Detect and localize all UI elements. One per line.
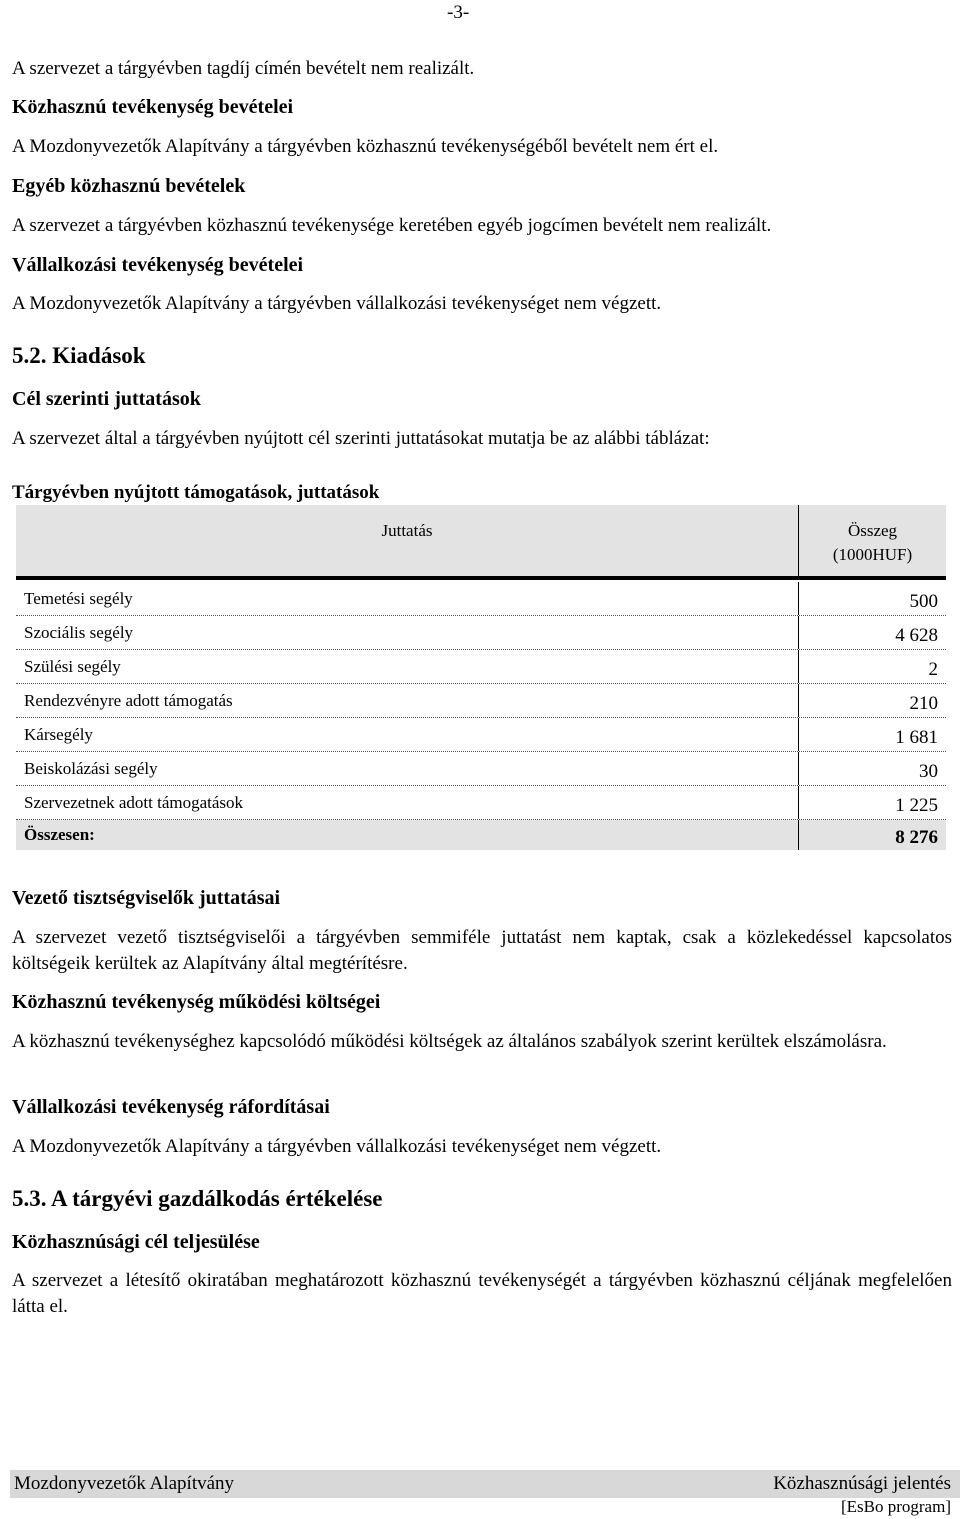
column-divider — [798, 650, 799, 683]
row-value: 210 — [909, 693, 938, 714]
total-label: Összesen: — [24, 825, 95, 844]
column-divider — [798, 616, 799, 649]
row-label: Beiskolázási segély — [24, 759, 158, 778]
page-footer — [10, 1470, 960, 1498]
table-row — [16, 616, 946, 650]
column-header-osszeg-unit: (1000HUF) — [832, 545, 913, 564]
heading-vallalkozasi-bevetelei: Vállalkozási tevékenység bevételei — [12, 254, 304, 276]
footer-report-title: Közhasznúsági jelentés — [773, 1473, 951, 1494]
column-header-juttatas: Juttatás — [381, 521, 433, 540]
heading-mukodesi-koltsegei: Közhasznú tevékenység működési költségei — [12, 991, 381, 1013]
page-number: -3- — [447, 2, 470, 23]
column-header-osszeg — [799, 519, 946, 567]
table-header — [16, 505, 946, 577]
table-row — [16, 718, 946, 752]
heading-raforditasai: Vállalkozási tevékenység ráfordításai — [12, 1096, 330, 1118]
footer-organization: Mozdonyvezetők Alapítvány — [14, 1473, 235, 1494]
footer-program: [EsBo program] — [840, 1497, 951, 1516]
heading-gazdalkodas-ertekelese: 5.3. A tárgyévi gazdálkodás értékelése — [12, 1186, 383, 1211]
table-row — [16, 752, 946, 786]
row-value: 30 — [919, 761, 938, 782]
table-row — [16, 684, 946, 718]
row-label: Temetési segély — [24, 589, 133, 608]
column-header-osszeg-label: Összeg — [847, 521, 898, 540]
table-row — [16, 582, 946, 616]
paragraph-cel-szerinti: A szervezet által a tárgyévben nyújtott cél szerinti juttatásokat mutatja be az alábbi táblázat: — [12, 428, 710, 449]
total-value: 8 276 — [895, 827, 938, 848]
table-total-row — [16, 820, 946, 850]
heading-vezeto-juttatasai: Vezető tisztségviselők juttatásai — [12, 887, 281, 909]
row-label: Kársegély — [24, 725, 93, 744]
column-divider — [798, 718, 799, 751]
row-label: Szervezetnek adott támogatások — [24, 793, 244, 812]
heading-egyeb-bevetelek: Egyéb közhasznú bevételek — [12, 175, 246, 197]
column-divider — [798, 786, 799, 819]
table-title: Tárgyévben nyújtott támogatások, juttatások — [12, 482, 380, 503]
heading-cel-teljesulese: Közhasznúsági cél teljesülése — [12, 1231, 260, 1253]
paragraph-cel-teljesulese: A szervezet a létesítő okiratában meghatározott közhasznú tevékenységét a tárgyévben közhasznú céljának megfelelően látta el. — [12, 1270, 952, 1317]
table-body — [16, 582, 946, 850]
table-header-rule — [16, 576, 946, 580]
row-value: 2 — [928, 659, 938, 680]
row-value: 500 — [909, 591, 938, 612]
row-label: Szülési segély — [24, 657, 121, 676]
heading-kozhasznu-bevetelei: Közhasznú tevékenység bevételei — [12, 96, 294, 118]
table-row — [16, 786, 946, 820]
column-divider — [798, 752, 799, 785]
paragraph-tagdij: A szervezet a tárgyévben tagdíj címén bevételt nem realizált. — [12, 58, 475, 79]
column-divider — [798, 582, 799, 615]
heading-cel-szerinti: Cél szerinti juttatások — [12, 388, 201, 410]
paragraph-mukodesi-koltsegei: A közhasznú tevékenységhez kapcsolódó működési költségek az általános szabályok szerint kerültek elszámolásra. — [12, 1031, 887, 1052]
column-divider — [798, 820, 799, 850]
paragraph-egyeb-bevetelek: A szervezet a tárgyévben közhasznú tevékenysége keretében egyéb jogcímen bevételt nem realizált. — [12, 215, 772, 236]
paragraph-vezeto-juttatasai: A szervezet vezető tisztségviselői a tárgyévben semmiféle juttatást nem kaptak, csak a közlekedéssel kapcsolatos költségeik kerültek az Alapítvány által megtérítésre. — [12, 927, 952, 974]
row-label: Rendezvényre adott támogatás — [24, 691, 233, 710]
table-row — [16, 650, 946, 684]
row-label: Szociális segély — [24, 623, 134, 642]
column-divider — [798, 684, 799, 717]
paragraph-kozhasznu-bevetelei: A Mozdonyvezetők Alapítvány a tárgyévben közhasznú tevékenységéből bevételt nem ért el. — [12, 136, 719, 157]
heading-kiadasok: 5.2. Kiadások — [12, 343, 146, 368]
row-value: 1 225 — [895, 795, 938, 816]
row-value: 4 628 — [895, 625, 938, 646]
paragraph-vallalkozasi-bevetelei: A Mozdonyvezetők Alapítvány a tárgyévben vállalkozási tevékenységet nem végzett. — [12, 293, 662, 314]
row-value: 1 681 — [895, 727, 938, 748]
paragraph-raforditasai: A Mozdonyvezetők Alapítvány a tárgyévben vállalkozási tevékenységet nem végzett. — [12, 1136, 662, 1157]
